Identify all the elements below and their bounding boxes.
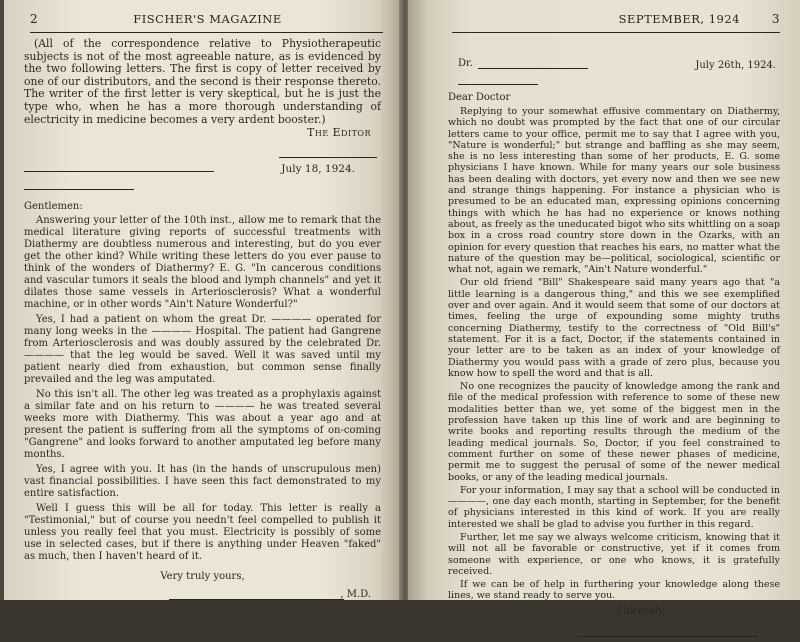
letter1-paragraph: Yes, I had a patient on whom the great Dr. ———— operated for many long weeks in the ———— Hospital. The patient had Gangrene from Arteriosclerosis and was doubly assured by the celebrated Dr. ———— that the leg would be saved. Well it was saved until my patient nearly died from exhaustion, but common sense finally prevailed and the leg was amputated. <box>24 314 381 386</box>
letter2-date: July 26th, 1924. <box>695 60 776 71</box>
letter2-signature-line <box>578 636 758 637</box>
editor-note: (All of the correspondence relative to Physiotherapeutic subjects is not of the most agreeable nature, as is evidenced by the two following letters. The first is copy of letter received by one of our distributors, and the second is their response thereto. The writer of the first letter is very skeptical, but he is just the type who, when he has a more thorough understanding of electricity in medicine becomes a very ardent booster.) <box>24 37 381 126</box>
date-line <box>279 157 377 158</box>
letter2-paragraph: Replying to your somewhat effusive commentary on Diathermy, which no doubt was prompted by the fact that one of our circular letters came to your office, permit me to say that I agree with you, "Nature is wonderful;" but strange and baffling as she may seem, she is no less interesting than some of her products, E. G. some physicians I have known. While for many years our sole business has been dealing with doctors, yet every now and then we see new and strange things happening. For instance a physician who is presumed to be an educated man, expressing opinions concerning things with which he has had no experience or knows nothing about, as freely as the uneducated bigot who sits whittling on a soap box in a cross road country store down in the Ozarks, with an opinion for every question that reaches his ears, no matter what the nature of the question may be—political, sociological, scientific or what not, again we remark, "Ain't Nature wonderful." <box>448 106 780 276</box>
letter1-address-block <box>24 153 381 183</box>
letter1-paragraph: No this isn't all. The other leg was treated as a prophylaxis against a similar fate and on his return to ———— he was treated several weeks more with Diathermy. This was about a year ago and at present the patient is suffering from all the symptoms of on-coming "Gangrene" and looks forward to another amputated leg before many months. <box>24 389 381 461</box>
letter2-paragraph: No one recognizes the paucity of knowledge among the rank and file of the medical profession with reference to some of these new modalities better than we, yet some of the biggest men in the profession have taken up this line of work and are beginning to write books and reporting results through the medium of the leading medical journals. So, Doctor, if you feel constrained to comment further on some of these newer phases of medicine, permit me to suggest the perusal of some of the newer medical books, or any of the leading medical journals. <box>448 381 780 483</box>
editor-signature: The Editor <box>307 126 371 140</box>
dr-address-line <box>458 84 538 85</box>
letter2-paragraph: For your information, I may say that a school will be conducted in ————, one day each month, starting in September, for the benefit of physicians interested in this kind of work. If you are really interested we shall be glad to advise you further in this regard. <box>448 484 780 530</box>
letter2-paragraph: If we can be of help in furthering your knowledge along these lines, we stand ready to serve you. <box>448 579 780 602</box>
left-body <box>24 38 381 605</box>
letter2-paragraph: Our old friend "Bill" Shakespeare said many years ago that "a little learning is a dangerous thing," and this we see exemplified over and over again. And it would seem that some of our doctors at times, feeling the urge of expounding some mighty truths concerning Diathermy, testify to the correctness of "Old Bill's" statement. For it is a fact, Doctor, if the statements contained in your letter are to be taken as an index of your knowledge of Diathermy you would pass with a grade of zero plus, because you know how to spell the word and that is all. <box>448 277 780 379</box>
letter1-paragraph: Answering your letter of the 10th inst., allow me to remark that the medical literature giving reports of successful treatments with Diathermy are doubtless numerous and interesting, but do you ever get the other kind? While writing these letters do you ever pause to think of the wonders of Diathermy? E. G. "In cancerous conditions and vascular tumors it seals the blood and lymph channels" and yet it dilates those same vessels in Arteriosclerosis? What a wonderful machine, or in other words "Ain't Nature Wonderful?" <box>24 215 381 311</box>
left-running-head <box>30 12 385 28</box>
letter2-paragraph: Further, let me say we always welcome criticism, knowing that it will not all be favorable or constructive, yet if it comes from someone with experience, or one who knows, it is gratefully received. <box>448 531 780 577</box>
letter2-address-block <box>448 58 780 92</box>
signature-line <box>169 599 344 600</box>
right-head-rule <box>452 32 780 33</box>
right-body <box>448 58 780 642</box>
dr-name-line <box>478 68 588 69</box>
left-head-rule <box>30 32 383 33</box>
letter1-paragraph: Yes, I agree with you. It has (in the hands of unscrupulous men) vast financial possibilities. I have seen this fact demonstrated to my entire satisfaction. <box>24 464 381 500</box>
left-page-number: 2 <box>30 12 39 26</box>
signature-md: , M.D. <box>340 589 371 601</box>
issue-date-head: SEPTEMBER, 1924 <box>618 12 740 26</box>
letter2-signature <box>448 628 780 642</box>
right-page <box>408 0 800 617</box>
magazine-title: FISCHER'S MAGAZINE <box>133 12 282 26</box>
letter1-salutation: Gentlemen: <box>24 201 83 213</box>
address-line-2 <box>24 189 134 190</box>
letter2-closing: Sincerely, <box>616 605 666 617</box>
left-page <box>4 0 403 600</box>
letter1-signature <box>24 587 381 605</box>
right-running-head <box>452 12 780 28</box>
dr-label: Dr. <box>458 58 473 69</box>
letter1-date: July 18, 1924. <box>281 163 355 176</box>
letter2-salutation: Dear Doctor <box>448 92 511 103</box>
letter1-address-block-2 <box>24 183 381 197</box>
address-line-1 <box>24 171 214 172</box>
right-page-number: 3 <box>771 12 780 26</box>
letter1-closing: Very truly yours, <box>160 571 245 583</box>
letter1-paragraph: Well I guess this will be all for today. This letter is really a "Testimonial," but of course you needn't feel compelled to publish it unless you really feel that you must. Electricity is possibly of some use in selected cases, but if there is anything under Heaven "faked" as much, then I haven't heard of it. <box>24 503 381 563</box>
